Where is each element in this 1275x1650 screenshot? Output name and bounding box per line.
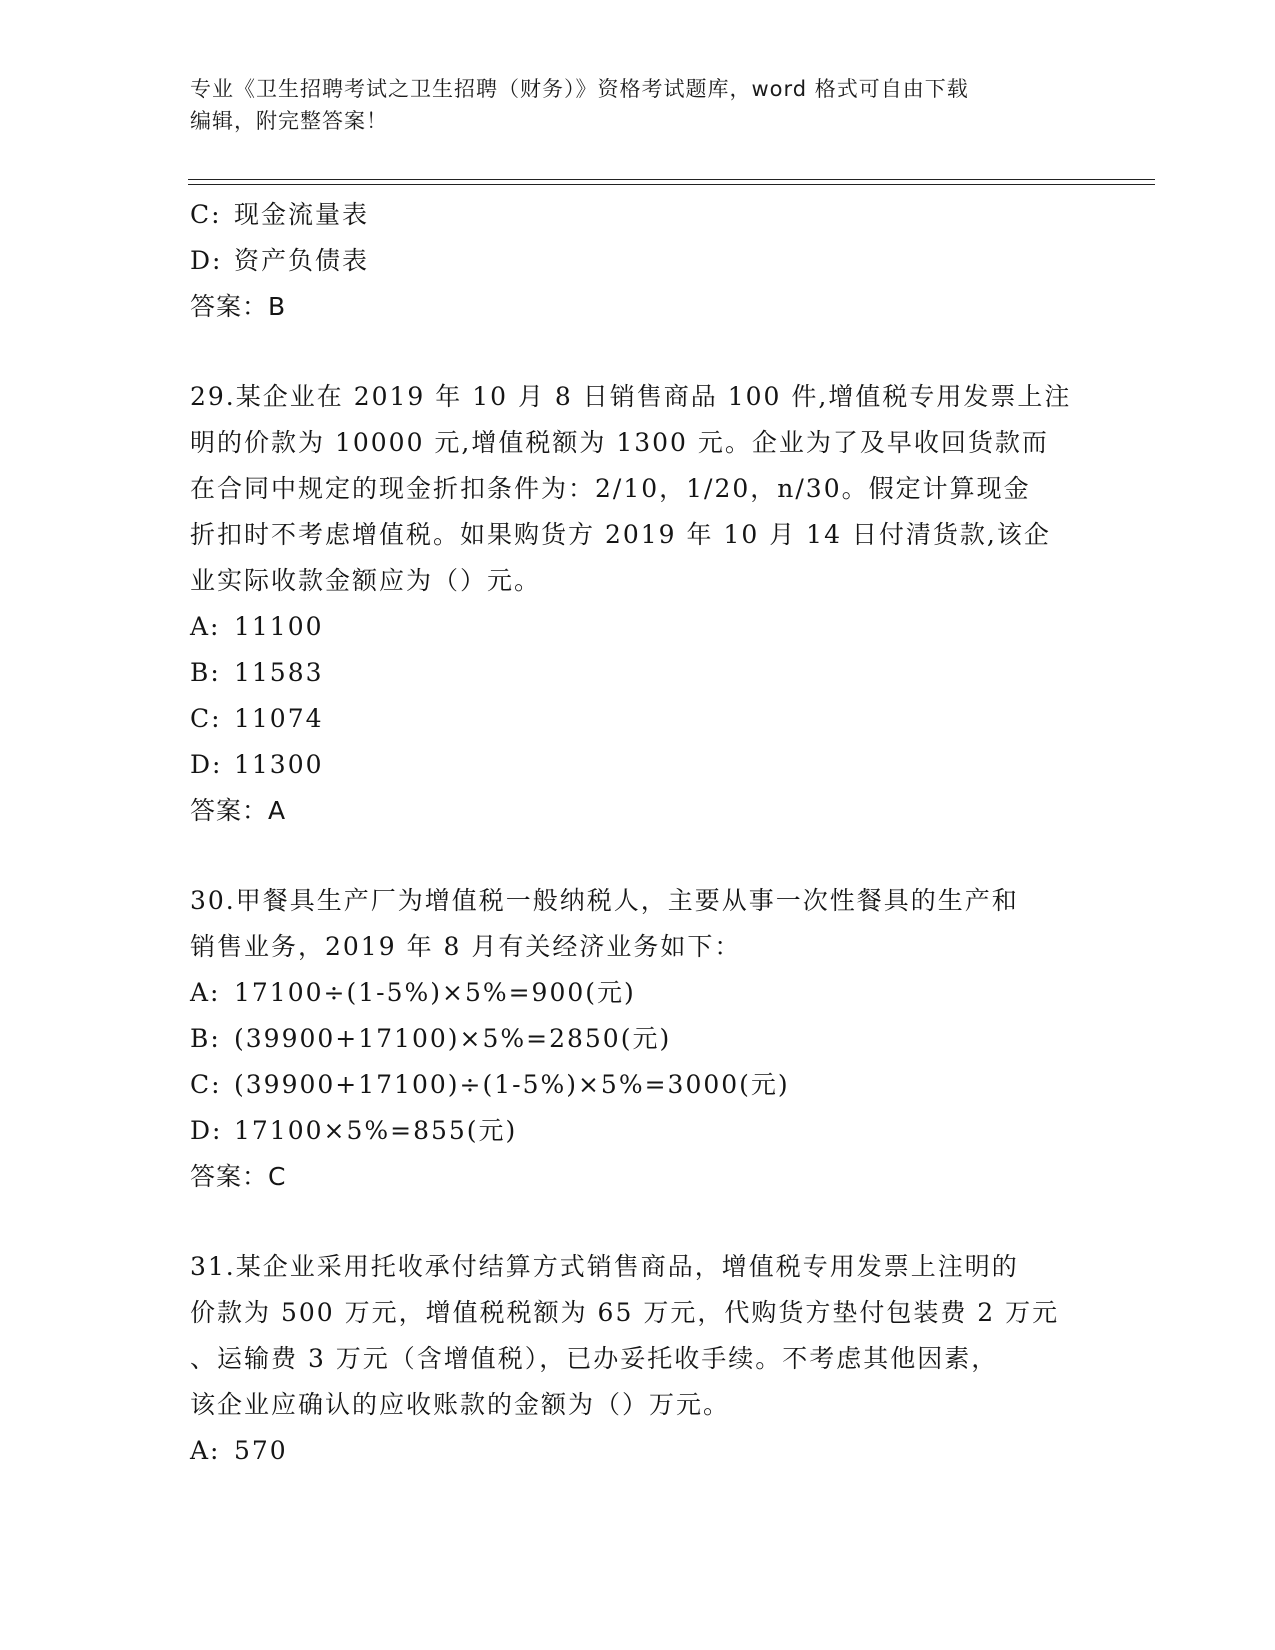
- answer: 答案：A: [190, 796, 287, 825]
- header-rule-top: [188, 179, 1155, 180]
- option-b: B: 11583: [190, 658, 324, 687]
- header-rule-bottom: [188, 184, 1155, 185]
- document-header: [190, 73, 1090, 137]
- option-c: C: (39900+17100)÷(1-5%)×5%=3000(元): [190, 1070, 790, 1099]
- question-31: [190, 1244, 1090, 1474]
- spacer: [190, 330, 1090, 374]
- answer: 答案：B: [190, 292, 287, 321]
- question-stem: 29.某企业在 2019 年 10 月 8 日销售商品 100 件,增值税专用发票上注 明的价款为 10000 元,增值税额为 1300 元。企业为了及早收回货款而 在合同中规定的现金折扣条件为：2/10，1/20，n/30。假定计算现金 折扣时不考虑增值税。如果购货方 2019 年 10 月 14 日付清货款,该企 业实际收款金额应为（）元。: [190, 382, 1072, 595]
- header-line-2: 编辑，附完整答案！: [190, 109, 388, 133]
- spacer: [190, 834, 1090, 878]
- option-a: A: 570: [190, 1436, 288, 1465]
- spacer: [190, 1200, 1090, 1244]
- question-stem: 30.甲餐具生产厂为增值税一般纳税人，主要从事一次性餐具的生产和 销售业务，2019 年 8 月有关经济业务如下：: [190, 886, 1019, 961]
- option-d: D: 11300: [190, 750, 324, 779]
- question-content: [190, 192, 1090, 1474]
- option-d: D: 资产负债表: [190, 246, 370, 275]
- question-stem: 31.某企业采用托收承付结算方式销售商品，增值税专用发票上注明的 价款为 500 万元，增值税税额为 65 万元，代购货方垫付包装费 2 万元 、运输费 3 万元（含增值税），已办妥托收手续。不考虑其他因素， 该企业应确认的应收账款的金额为（）万元。: [190, 1252, 1060, 1419]
- option-b: B: (39900+17100)×5%=2850(元): [190, 1024, 672, 1053]
- option-d: D: 17100×5%=855(元): [190, 1116, 518, 1145]
- option-c: C: 现金流量表: [190, 200, 370, 229]
- question-29: [190, 374, 1090, 834]
- header-line-1: 专业《卫生招聘考试之卫生招聘（财务）》资格考试题库，word 格式可自由下载: [190, 77, 969, 101]
- answer: 答案：C: [190, 1162, 287, 1191]
- option-c: C: 11074: [190, 704, 324, 733]
- option-a: A: 17100÷(1-5%)×5%=900(元): [190, 978, 636, 1007]
- prev-question: [190, 192, 1090, 330]
- option-a: A: 11100: [190, 612, 324, 641]
- question-30: [190, 878, 1090, 1200]
